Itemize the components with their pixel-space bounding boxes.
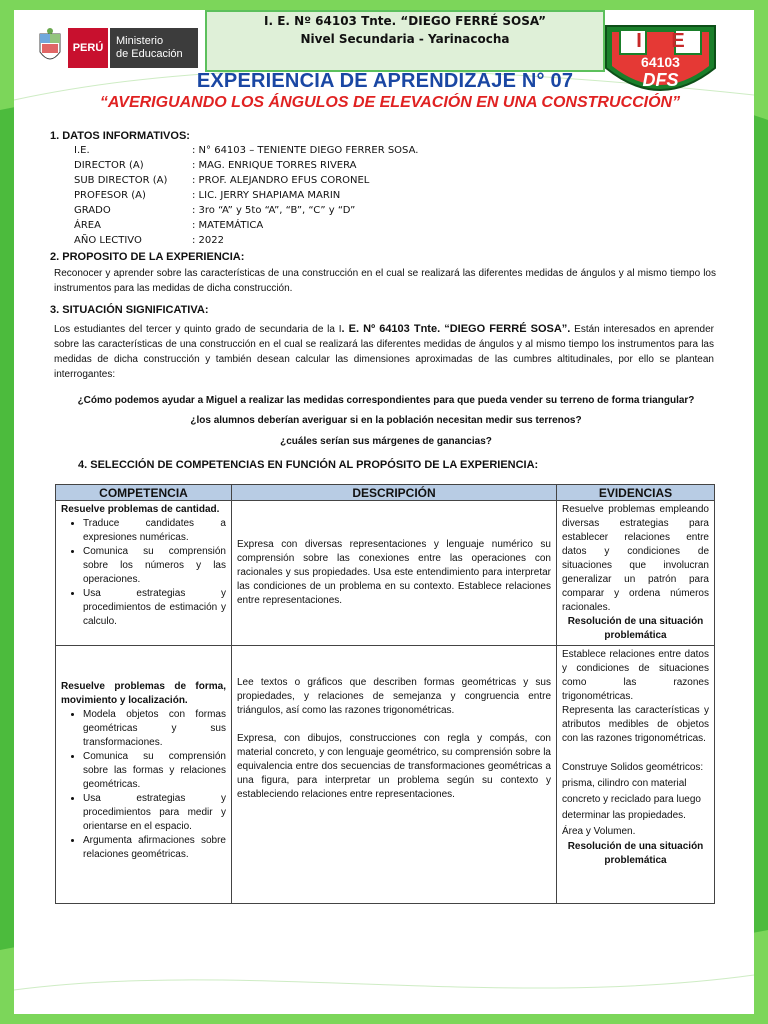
info-value: : N° 64103 – TENIENTE DIEGO FERRER SOSA.: [192, 145, 419, 156]
info-row: [74, 173, 674, 188]
capacidades-list: [61, 517, 226, 629]
info-value: : LIC. JERRY SHAPIAMA MARIN: [192, 190, 341, 201]
situation-text-start: Los estudiantes del tercer y quinto grado de secundaria de la I: [54, 324, 342, 335]
info-row: [74, 218, 674, 233]
experience-subtitle: “AVERIGUANDO LOS ÁNGULOS DE ELEVACIÓN EN UNA CONSTRUCCIÓN”: [99, 94, 681, 111]
ministerio-line2: de Educación: [116, 48, 183, 60]
info-value: : PROF. ALEJANDRO EFUS CORONEL: [192, 175, 370, 186]
evidencia-paragraph: Construye Solidos geométricos: prisma, cilindro con material concreto y reciclado para luego determinar las propiedades. Área y Volumen.: [562, 762, 704, 837]
question-2: ¿los alumnos deberían averiguar si en la población necesitan medir sus terrenos?: [190, 415, 582, 426]
list-item: • Comunica su comprensión sobre los números y las operaciones.: [83, 545, 226, 587]
evidencia-bold: Resolución de una situación problemática: [567, 841, 704, 866]
info-row: [74, 158, 674, 173]
list-item: • Argumenta afirmaciones sobre relaciones geométricas.: [83, 834, 226, 862]
competencies-table: [55, 484, 715, 904]
school-logo-initials: DFS: [642, 70, 679, 90]
ministry-logo: [30, 24, 200, 72]
competencia-cell: [56, 501, 232, 646]
info-label: I.E.: [74, 145, 90, 156]
evidencias-cell: [557, 646, 715, 904]
info-value: : 3ro “A” y 5to “A”, “B”, “C” y “D”: [192, 205, 356, 216]
column-header-evidencias: EVIDENCIAS: [557, 485, 715, 501]
school-level-line: Nivel Secundaria - Yarinacocha: [300, 32, 510, 46]
info-value: : MATEMÁTICA: [192, 220, 264, 231]
section2-heading: 2. PROPOSITO DE LA EXPERIENCIA:: [50, 251, 245, 263]
info-row: [74, 203, 674, 218]
info-label: SUB DIRECTOR (A): [74, 175, 168, 186]
table-row: [56, 646, 715, 904]
list-item: • Comunica su comprensión sobre las formas y relaciones geométricas.: [83, 750, 226, 792]
competencia-title: Resuelve problemas de forma, movimiento y localización.: [61, 681, 226, 706]
info-label: ÁREA: [74, 220, 101, 231]
situation-school-name: . E. Nº 64103 Tnte. “DIEGO FERRÉ SOSA”.: [341, 323, 571, 335]
evidencia-paragraph: Resuelve problemas empleando diversas estrategias para establecer relaciones entre datos y condiciones de situaciones que involucran generalizar un patrón para comparar y ordena números racionales.: [562, 504, 709, 613]
info-value: : 2022: [192, 235, 224, 246]
table-header-row: [56, 485, 715, 501]
situation-text-end: Están interesados en aprender sobre las características de una construcción en el cual se realizará las diferentes medidas de ángulos y al mismo tiempo los instrumentos para las medidas de dicha construcción y también desean calcular las dimensiones aproximadas de las cumbres altitudinales, por ello se plantean interrogantes:: [54, 324, 714, 380]
question-1: ¿Cómo podemos ayudar a Miguel a realizar las medidas correspondientes para que pueda vender su terreno de forma triangular?: [77, 395, 695, 406]
column-header-descripcion: DESCRIPCIÓN: [232, 485, 557, 501]
info-label: AÑO LECTIVO: [74, 235, 142, 246]
peru-label: PERÚ: [68, 28, 108, 68]
list-item: • Usa estrategias y procedimientos de estimación y calculo.: [83, 587, 226, 629]
descripcion-cell: [232, 501, 557, 646]
purpose-text: Reconocer y aprender sobre las características de una construcción en el cual se realizará las diferentes medidas de ángulos y al mismo tiempo los instrumentos para las medidas de dicha construcción.: [54, 268, 716, 294]
descripcion-cell: [232, 646, 557, 904]
school-logo-ie: I E: [636, 30, 685, 52]
info-value: : MAG. ENRIQUE TORRES RIVERA: [192, 160, 357, 171]
column-header-competencia: COMPETENCIA: [56, 485, 232, 501]
list-item: • Traduce candidates a expresiones numéricas.: [83, 517, 226, 545]
situation-text: [54, 322, 714, 382]
evidencia-paragraph: Establece relaciones entre datos y condiciones de situaciones como las razones trigonométricas.: [562, 649, 709, 702]
section4-heading: 4. SELECCIÓN DE COMPETENCIAS EN FUNCIÓN AL PROPÓSITO DE LA EXPERIENCIA:: [78, 459, 539, 471]
info-label: DIRECTOR (A): [74, 160, 144, 171]
evidencias-cell: [557, 501, 715, 646]
question-3: ¿cuáles serían sus márgenes de ganancias?: [280, 436, 492, 447]
info-table: [74, 143, 674, 248]
info-label: PROFESOR (A): [74, 190, 146, 201]
descripcion-paragraph: Lee textos o gráficos que describen formas geométricas y sus propiedades, y relaciones de semejanza y congruencia entre triángulos, así como las razones trigonométricas.: [237, 677, 551, 716]
ministerio-line1: Ministerio: [116, 35, 164, 47]
list-item: • Modela objetos con formas geométricas y sus transformaciones.: [83, 708, 226, 750]
descripcion-paragraph: Expresa con diversas representaciones y lenguaje numérico su comprensión sobre las conexiones entre las operaciones con racionales y sus propiedades. Usa este entendimiento para interpretar las condiciones de un problema en su contexto. Establece relaciones entre representaciones.: [237, 539, 551, 606]
coat-of-arms-icon: [36, 28, 64, 68]
competencia-title: Resuelve problemas de cantidad.: [61, 504, 220, 515]
section1-heading: 1. DATOS INFORMATIVOS:: [50, 130, 190, 142]
info-row: [74, 188, 674, 203]
section3-heading: 3. SITUACIÓN SIGNIFICATIVA:: [50, 304, 209, 316]
descripcion-paragraph: Expresa, con dibujos, construcciones con regla y compás, con material concreto, y con lenguaje geométrico, su comprensión sobre la equivalencia entre dos secuencias de transformaciones geométricas a una figura, para interpretar un problema según su contexto y estableciendo relaciones entre representaciones.: [237, 733, 551, 800]
table-row: [56, 501, 715, 646]
info-row: [74, 233, 674, 248]
info-row: [74, 143, 674, 158]
evidencia-paragraph: Representa las características y atributos medibles de objetos con las razones trigonométricas.: [562, 705, 709, 744]
school-logo-number: 64103: [641, 54, 680, 70]
competencia-cell: [56, 646, 232, 904]
info-label: GRADO: [74, 205, 111, 216]
list-item: • Usa estrategias y procedimientos para medir y orientarse en el espacio.: [83, 792, 226, 834]
school-name-line: I. E. Nº 64103 Tnte. “DIEGO FERRÉ SOSA”: [264, 14, 546, 28]
experience-title: EXPERIENCIA DE APRENDIZAJE N° 07: [196, 70, 574, 92]
evidencia-bold: Resolución de una situación problemática: [567, 616, 704, 641]
capacidades-list: [61, 708, 226, 862]
ministerio-label: [110, 28, 198, 68]
